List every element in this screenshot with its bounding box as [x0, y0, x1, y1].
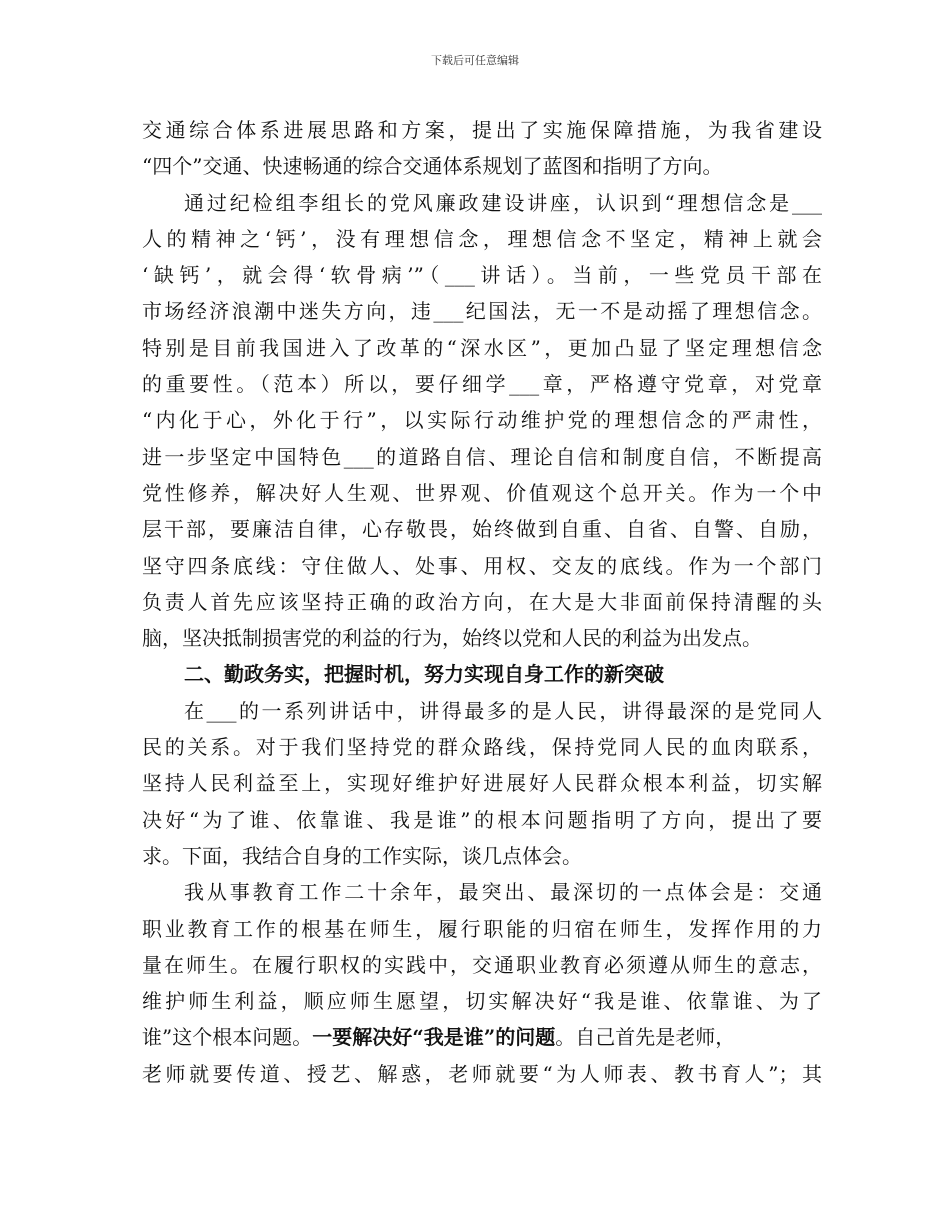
text-fragment: 。自己首先是老师， — [555, 1025, 736, 1050]
text-line: 维护师生利益，顺应师生愿望，切实解决好“我是谁、依靠谁、为了 — [142, 989, 822, 1014]
text-line: 的重要性。（范本）所以，要仔细学___章，严格遵守党章，对党章 — [142, 372, 822, 397]
text-line: 特别是目前我国进入了改革的“深水区”，更加凸显了坚定理想信念 — [142, 335, 822, 360]
text-line: 决好“为了谁、依靠谁、我是谁”的根本问题指明了方向，提出了要 — [142, 807, 822, 832]
text-line: 求。下面，我结合自身的工作实际，谈几点体会。 — [142, 843, 582, 868]
text-line: 通过纪检组李组长的党风廉政建设讲座，认识到“理想信念是___ — [184, 190, 822, 215]
text-line: 层干部，要廉洁自律，心存敬畏，始终做到自重、自省、自警、自励， — [142, 517, 822, 542]
page-header: 下载后可任意编辑 — [431, 54, 519, 67]
bold-emphasis: 一要解决好“我是谁”的问题 — [312, 1025, 556, 1050]
text-line: 负责人首先应该坚持正确的政治方向，在大是大非面前保持清醒的头 — [142, 589, 822, 614]
text-line: “内化于心，外化于行”，以实际行动维护党的理想信念的严肃性， — [142, 408, 822, 433]
text-fragment: 谁”这个根本问题。 — [142, 1025, 313, 1050]
text-line: 进一步坚定中国特色___的道路自信、理论自信和制度自信，不断提高 — [142, 444, 822, 469]
text-line: 市场经济浪潮中迷失方向，违___纪国法，无一不是动摇了理想信念。 — [142, 299, 822, 324]
text-line: 民的关系。对于我们坚持党的群众路线，保持党同人民的血肉联系， — [142, 735, 822, 760]
section-heading: 二、勤政务实，把握时机，努力实现自身工作的新突破 — [184, 662, 664, 687]
text-line: 量在师生。在履行职权的实践中，交通职业教育必须遵从师生的意志， — [142, 952, 822, 977]
text-line: 坚守四条底线：守住做人、处事、用权、交友的底线。作为一个部门 — [142, 553, 822, 578]
text-line-mixed — [142, 1019, 822, 1055]
text-line: 交通综合体系进展思路和方案，提出了实施保障措施，为我省建设 — [142, 118, 822, 142]
document-body — [142, 112, 822, 1092]
text-line: 人的精神之‘钙’，没有理想信念，理想信念不坚定，精神上就会 — [142, 226, 822, 251]
text-line: 脑，坚决抵制损害党的利益的行为，始终以党和人民的利益为出发点。 — [142, 626, 762, 651]
text-line: “四个”交通、快速畅通的综合交通体系规划了蓝图和指明了方向。 — [142, 154, 723, 179]
text-line: 坚持人民利益至上，实现好维护好进展好人民群众根本利益，切实解 — [142, 771, 822, 796]
text-line: 职业教育工作的根基在师生，履行职能的归宿在师生，发挥作用的力 — [142, 916, 822, 941]
text-line: 在___的一系列讲话中，讲得最多的是人民，讲得最深的是党同人 — [184, 698, 822, 723]
text-line: 我从事教育工作二十余年，最突出、最深切的一点体会是：交通 — [184, 880, 822, 905]
text-line: 党性修养，解决好人生观、世界观、价值观这个总开关。作为一个中 — [142, 480, 822, 505]
text-line: ‘缺钙’，就会得‘软骨病’”（___讲话）。当前，一些党员干部在 — [142, 263, 822, 288]
text-line: 老师就要传道、授艺、解惑，老师就要“为人师表、教书育人”；其 — [142, 1061, 822, 1086]
